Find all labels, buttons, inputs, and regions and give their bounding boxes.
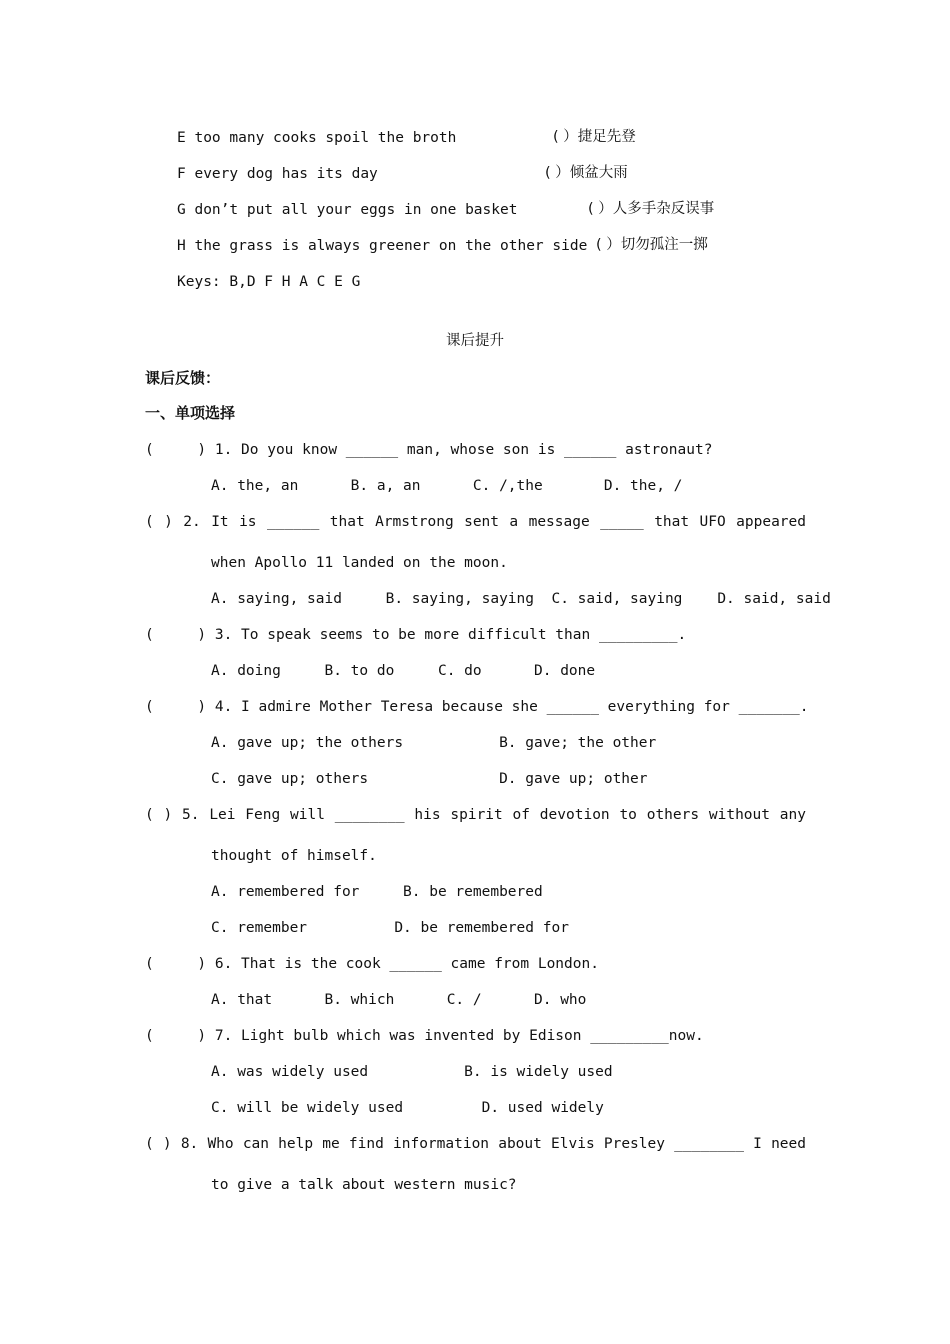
question-1-options: A. the, an B. a, an C. /,the D. the, / bbox=[211, 478, 683, 494]
question-4-options-ab: A. gave up; the others B. gave; the other bbox=[211, 735, 657, 751]
idiom-zh-f: ( ）倾盆大雨 bbox=[545, 165, 628, 181]
idiom-en-g: G don’t put all your eggs in one basket bbox=[177, 202, 518, 218]
idiom-zh-e: ( ）捷足先登 bbox=[553, 129, 636, 145]
question-6-options: A. that B. which C. / D. who bbox=[211, 992, 587, 1008]
question-5-continuation: thought of himself. bbox=[211, 848, 377, 864]
question-1-stem: ( ) 1. Do you know ______ man, whose son is ______ astronaut? bbox=[145, 442, 713, 458]
question-7-stem: ( ) 7. Light bulb which was invented by Edison _________now. bbox=[145, 1028, 704, 1044]
idiom-en-f: F every dog has its day bbox=[177, 166, 378, 182]
question-7-options-cd: C. will be widely used D. used widely bbox=[211, 1100, 604, 1116]
section-title: 课后提升 bbox=[446, 333, 504, 349]
question-6-stem: ( ) 6. That is the cook ______ came from London. bbox=[145, 956, 599, 972]
question-2-options: A. saying, said B. saying, saying C. said, saying D. said, said bbox=[211, 591, 831, 607]
question-5-options-ab: A. remembered for B. be remembered bbox=[211, 884, 543, 900]
question-2-continuation: when Apollo 11 landed on the moon. bbox=[211, 555, 508, 571]
question-8-stem: ( ) 8. Who can help me find information about Elvis Presley ________ I need bbox=[145, 1136, 806, 1152]
answer-keys: Keys: B,D F H A C E G bbox=[177, 274, 361, 290]
part-heading: 一、单项选择 bbox=[145, 404, 236, 422]
idiom-en-h: H the grass is always greener on the other side bbox=[177, 238, 588, 254]
feedback-heading: 课后反馈： bbox=[145, 369, 221, 387]
question-5-stem: ( ) 5. Lei Feng will ________ his spirit of devotion to others without any bbox=[145, 807, 806, 823]
question-4-stem: ( ) 4. I admire Mother Teresa because she ______ everything for _______. bbox=[145, 699, 809, 715]
question-3-options: A. doing B. to do C. do D. done bbox=[211, 663, 596, 679]
question-4-options-cd: C. gave up; others D. gave up; other bbox=[211, 771, 648, 787]
question-2-stem: ( ) 2. It is ______ that Armstrong sent a message _____ that UFO appeared bbox=[145, 514, 806, 530]
question-5-options-cd: C. remember D. be remembered for bbox=[211, 920, 569, 936]
idiom-zh-g: ( ）人多手杂反误事 bbox=[588, 201, 715, 217]
idiom-zh-h: ( ）切勿孤注一掷 bbox=[596, 237, 708, 253]
question-7-options-ab: A. was widely used B. is widely used bbox=[211, 1064, 613, 1080]
idiom-en-e: E too many cooks spoil the broth bbox=[177, 130, 457, 146]
question-3-stem: ( ) 3. To speak seems to be more difficult than _________. bbox=[145, 627, 687, 643]
question-8-continuation: to give a talk about western music? bbox=[211, 1177, 517, 1193]
